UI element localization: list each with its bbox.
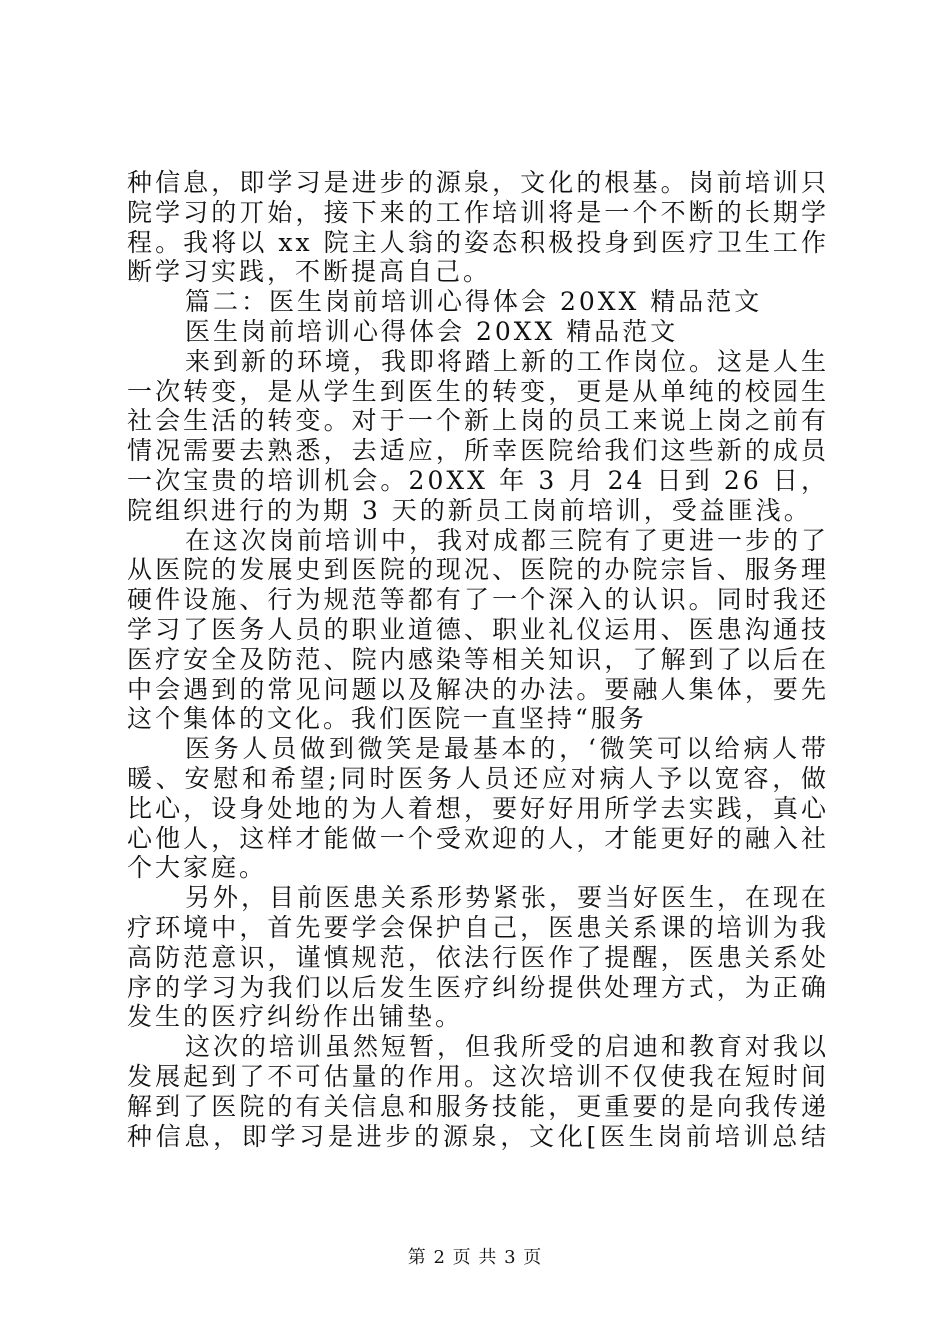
text-line: 一次转变，是从学生到医生的转变，更是从单纯的校园生 xyxy=(127,376,829,406)
text-line: 发展起到了不可估量的作用。这次培训不仅使我在短时间 xyxy=(127,1061,829,1091)
document-body xyxy=(127,168,829,1151)
page-footer: 第 2 页 共 3 页 xyxy=(407,1247,543,1268)
text-line: 在这次岗前培训中，我对成都三院有了更进一步的了 xyxy=(185,525,829,555)
text-line: 情况需要去熟悉，去适应，所幸医院给我们这些新的成员 xyxy=(127,436,829,466)
text-line: 断学习实践，不断提高自己。 xyxy=(127,257,492,287)
text-line: 种信息，即学习是进步的源泉，文化[医生岗前培训总结 xyxy=(127,1121,829,1151)
text-line: 硬件设施、行为规范等都有了一个深入的认识。同时我还 xyxy=(127,585,829,615)
text-line: 另外，目前医患关系形势紧张，要当好医生，在现在 xyxy=(185,883,829,913)
text-line: 医务人员做到微笑是最基本的，‘微笑可以给病人带 xyxy=(185,734,829,764)
text-line: 程。我将以 xx 院主人翁的姿态积极投身到医疗卫生工作 xyxy=(127,227,829,257)
text-line: 从医院的发展史到医院的现况、医院的办院宗旨、服务理 xyxy=(127,555,829,585)
text-line: 这次的培训虽然短暂，但我所受的启迪和教育对我以 xyxy=(185,1032,829,1062)
text-line: 学习了医务人员的职业道德、职业礼仪运用、医患沟通技 xyxy=(127,614,829,644)
text-line: 一次宝贵的培训机会。20XX 年 3 月 24 日到 26 日， xyxy=(127,465,829,495)
text-line: 疗环境中，首先要学会保护自己，医患关系课的培训为我 xyxy=(127,912,829,942)
text-line: 种信息，即学习是进步的源泉，文化的根基。岗前培训只 xyxy=(127,168,829,197)
text-line: 这个集体的文化。我们医院一直坚持“服务 xyxy=(127,704,647,734)
text-line: 发生的医疗纠纷作出铺垫。 xyxy=(127,1002,464,1032)
text-line: 中会遇到的常见问题以及解决的办法。要融人集体，要先 xyxy=(127,674,829,704)
text-line: 高防范意识，谨慎规范，依法行医作了提醒，医患关系处 xyxy=(127,942,829,972)
text-line: 社会生活的转变。对于一个新上岗的员工来说上岗之前有 xyxy=(127,406,829,436)
text-line: 暖、安慰和希望;同时医务人员还应对病人予以宽容，做 xyxy=(127,763,829,793)
text-line: 比心，设身处地的为人着想，要好好用所学去实践，真心 xyxy=(127,793,829,823)
text-line: 来到新的环境，我即将踏上新的工作岗位。这是人生 xyxy=(185,346,829,376)
text-line: 院组织进行的为期 3 天的新员工岗前培训，受益匪浅。 xyxy=(127,495,812,525)
text-line: 医生岗前培训心得体会 20XX 精品范文 xyxy=(185,316,679,346)
text-line: 解到了医院的有关信息和服务技能，更重要的是向我传递 xyxy=(127,1091,829,1121)
text-line: 序的学习为我们以后发生医疗纠纷提供处理方式，为正确 xyxy=(127,972,829,1002)
text-line: 个大家庭。 xyxy=(127,853,268,883)
text-line: 院学习的丌始，接下来的工作培训将是一个不断的长期学 xyxy=(127,197,829,227)
text-line: 篇二：医生岗前培训心得体会 20XX 精品范文 xyxy=(185,287,763,317)
text-line: 心他人，这样才能做一个受欢迎的人，才能更好的融入社 xyxy=(127,823,829,853)
text-line: 医疗安全及防范、院内感染等相关知识，了解到了以后在 xyxy=(127,644,829,674)
